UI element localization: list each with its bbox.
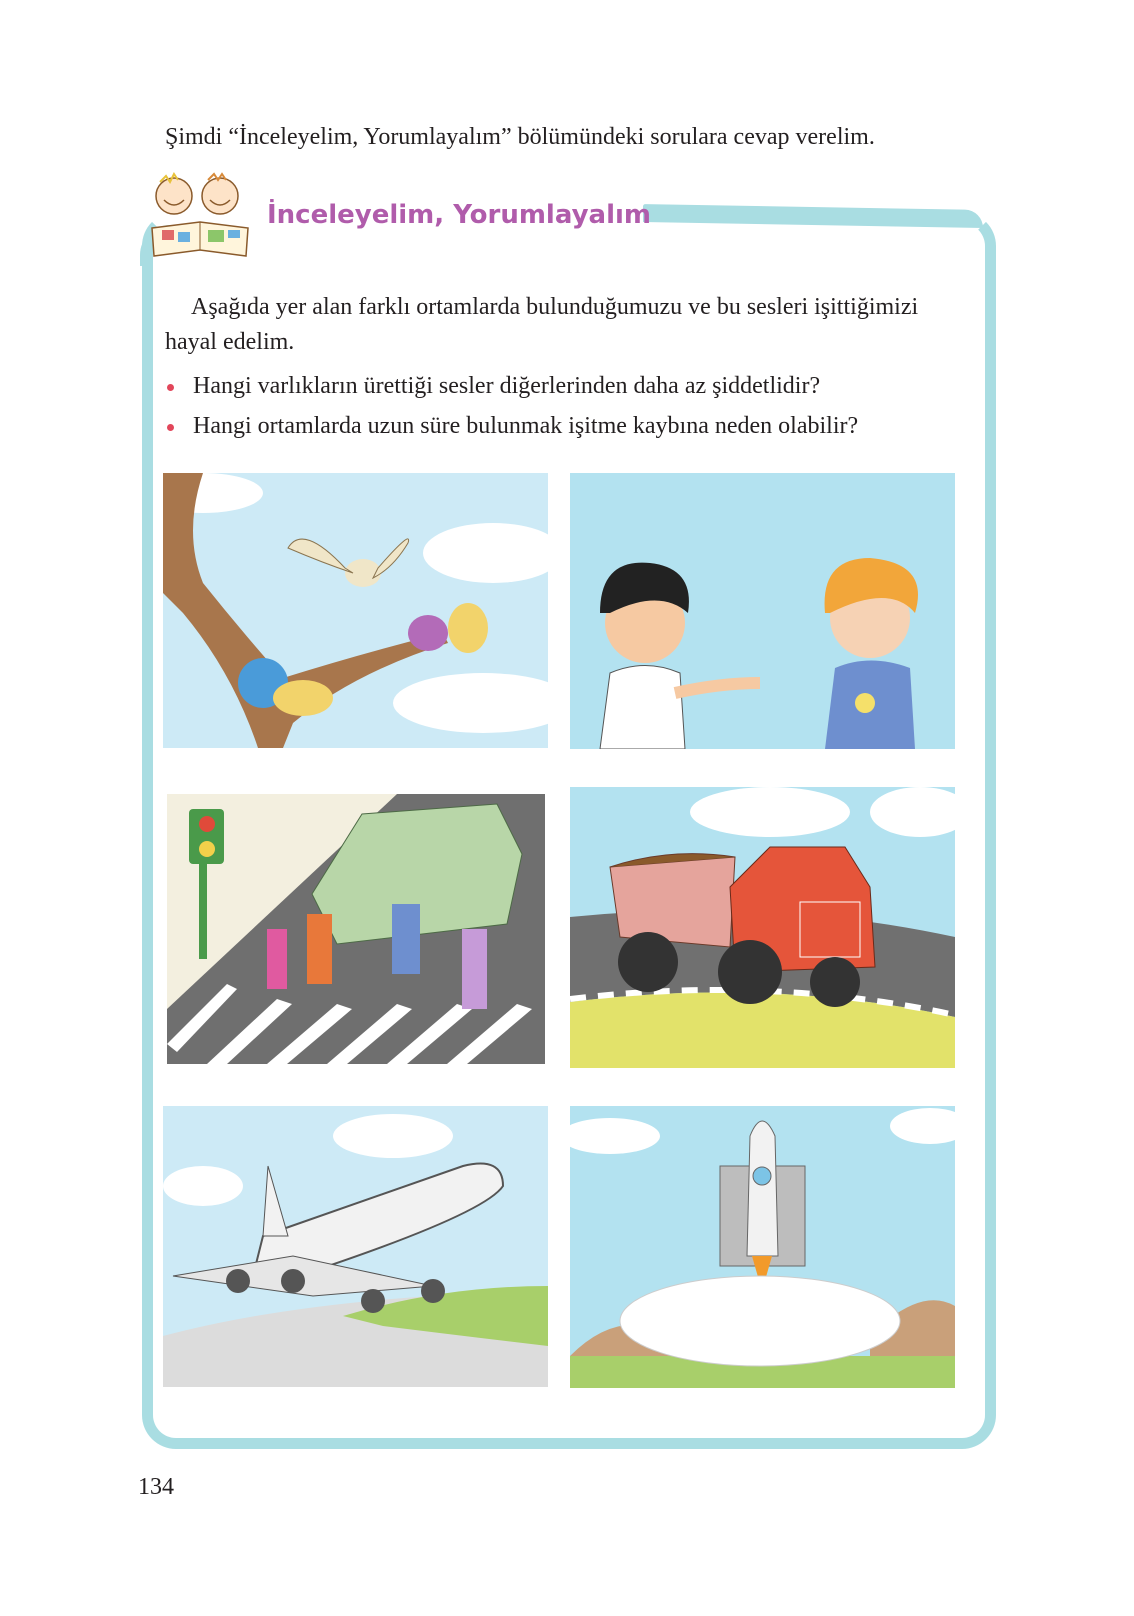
rocket-launch-illustration	[570, 1106, 955, 1388]
question-list	[165, 366, 965, 446]
airplane-illustration	[163, 1106, 548, 1387]
intro-sentence: Şimdi “İnceleyelim, Yorumlayalım” bölümündeki sorulara cevap verelim.	[165, 124, 875, 150]
children-reading-mascot-icon	[148, 172, 254, 260]
pedestrian-crossing-illustration	[167, 794, 545, 1064]
children-talking-illustration	[570, 473, 955, 749]
question-item: Hangi ortamlarda uzun süre bulunmak işitme kaybına neden olabilir?	[165, 406, 965, 446]
instruction-paragraph: Aşağıda yer alan farklı ortamlarda bulunduğumuzu ve bu sesleri işittiğimizi hayal edelim.	[165, 294, 919, 355]
page-number: 134	[138, 1474, 174, 1500]
instruction-block	[165, 290, 965, 446]
dump-truck-illustration	[570, 787, 955, 1068]
birds-illustration	[163, 473, 548, 748]
section-title: İnceleyelim, Yorumlayalım	[267, 200, 651, 230]
question-item: Hangi varlıkların ürettiği sesler diğerlerinden daha az şiddetlidir?	[165, 366, 965, 406]
